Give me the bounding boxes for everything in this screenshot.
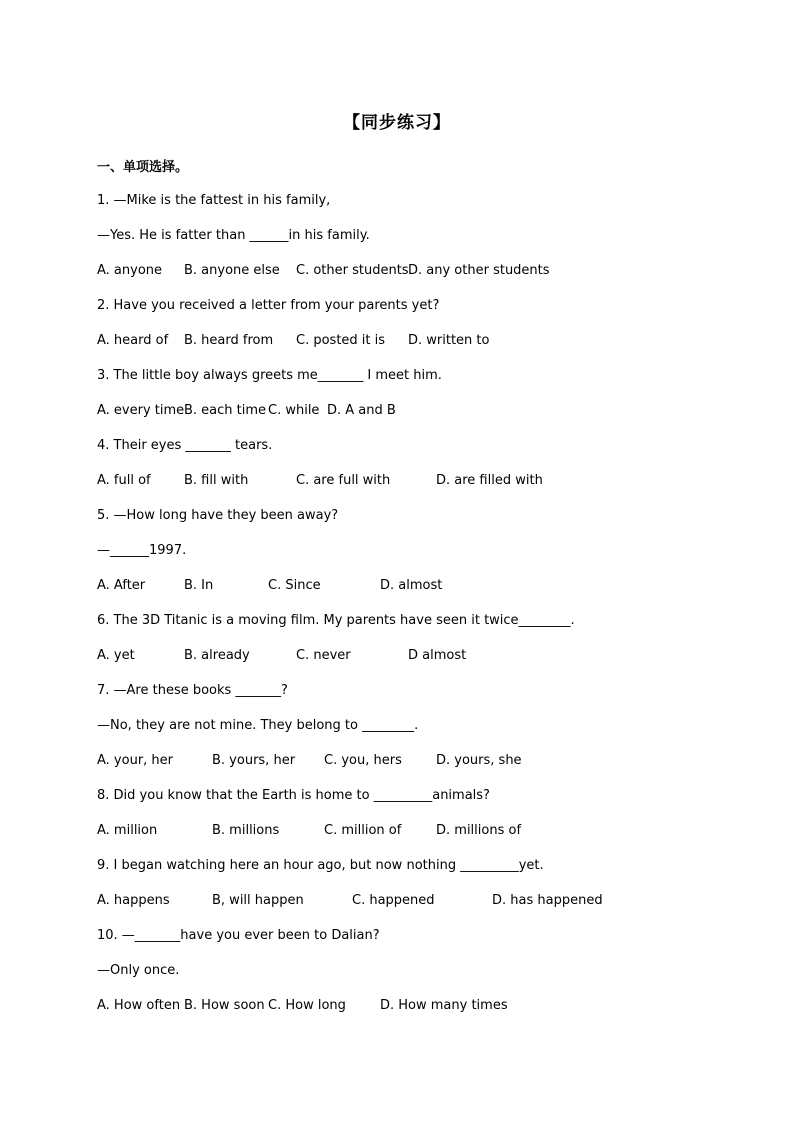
question-8-option-d: D. millions of (436, 823, 522, 838)
question-1-option-a: A. anyone (97, 263, 163, 278)
question-10-option-a: A. How often (97, 998, 181, 1013)
question-8-option-c: C. million of (324, 823, 402, 838)
question-5-option-d: D. almost (380, 578, 443, 593)
question-7-option-a: A. your, her (97, 753, 174, 768)
question-4-option-d: D. are filled with (436, 473, 543, 488)
question-4-option-a: A. full of (97, 473, 151, 488)
question-9-option-a: A. happens (97, 893, 170, 908)
question-7-option-c: C. you, hers (324, 753, 402, 768)
page-title: 【同步练习】 (343, 113, 451, 133)
question-9-option-d: D. has happened (492, 893, 603, 908)
question-10-option-c: C. How long (268, 998, 346, 1013)
question-9-stem: 9. I began watching here an hour ago, but now nothing _________yet. (97, 858, 544, 873)
question-2-option-a: A. heard of (97, 333, 169, 348)
question-7-extra: —No, they are not mine. They belong to ________. (97, 718, 419, 733)
question-2-stem: 2. Have you received a letter from your parents yet? (97, 298, 440, 313)
question-2-option-b: B. heard from (184, 333, 274, 348)
question-6-option-b: B. already (184, 648, 250, 663)
question-3-stem: 3. The little boy always greets me_______ I meet him. (97, 368, 442, 383)
section-heading: 一、单项选择。 (97, 160, 189, 175)
question-5-option-b: B. In (184, 578, 214, 593)
question-8-option-a: A. million (97, 823, 158, 838)
question-6-option-a: A. yet (97, 648, 135, 663)
question-8-stem: 8. Did you know that the Earth is home to _________animals? (97, 788, 490, 803)
question-5-extra: —______1997. (97, 543, 187, 558)
question-5-stem: 5. —How long have they been away? (97, 508, 339, 523)
question-5-option-a: A. After (97, 578, 146, 593)
question-7-stem: 7. —Are these books _______? (97, 683, 288, 698)
question-1-option-b: B. anyone else (184, 263, 280, 278)
question-5-option-c: C. Since (268, 578, 321, 593)
question-1-extra: —Yes. He is fatter than ______in his family. (97, 228, 370, 243)
question-6-option-c: C. never (296, 648, 351, 663)
question-4-option-c: C. are full with (296, 473, 391, 488)
question-1-option-d: D. any other students (408, 263, 550, 278)
question-10-stem: 10. —_______have you ever been to Dalian? (97, 928, 380, 943)
question-1-stem: 1. —Mike is the fattest in his family, (97, 193, 331, 208)
question-2-option-d: D. written to (408, 333, 490, 348)
question-3-option-a: A. every time (97, 403, 185, 418)
question-2-option-c: C. posted it is (296, 333, 386, 348)
question-3-option-d: D. A and B (327, 403, 396, 418)
question-8-option-b: B. millions (212, 823, 280, 838)
question-7-option-b: B. yours, her (212, 753, 296, 768)
question-4-option-b: B. fill with (184, 473, 249, 488)
question-10-option-b: B. How soon (184, 998, 265, 1013)
question-4-stem: 4. Their eyes _______ tears. (97, 438, 273, 453)
question-6-stem: 6. The 3D Titanic is a moving film. My parents have seen it twice________. (97, 613, 575, 628)
question-9-option-c: C. happened (352, 893, 435, 908)
question-10-extra: —Only once. (97, 963, 180, 978)
question-7-option-d: D. yours, she (436, 753, 522, 768)
question-9-option-b: B, will happen (212, 893, 304, 908)
question-3-option-c: C. while (268, 403, 320, 418)
question-10-option-d: D. How many times (380, 998, 508, 1013)
question-1-option-c: C. other students (296, 263, 409, 278)
question-3-option-b: B. each time (184, 403, 267, 418)
question-6-option-d: D almost (408, 648, 467, 663)
